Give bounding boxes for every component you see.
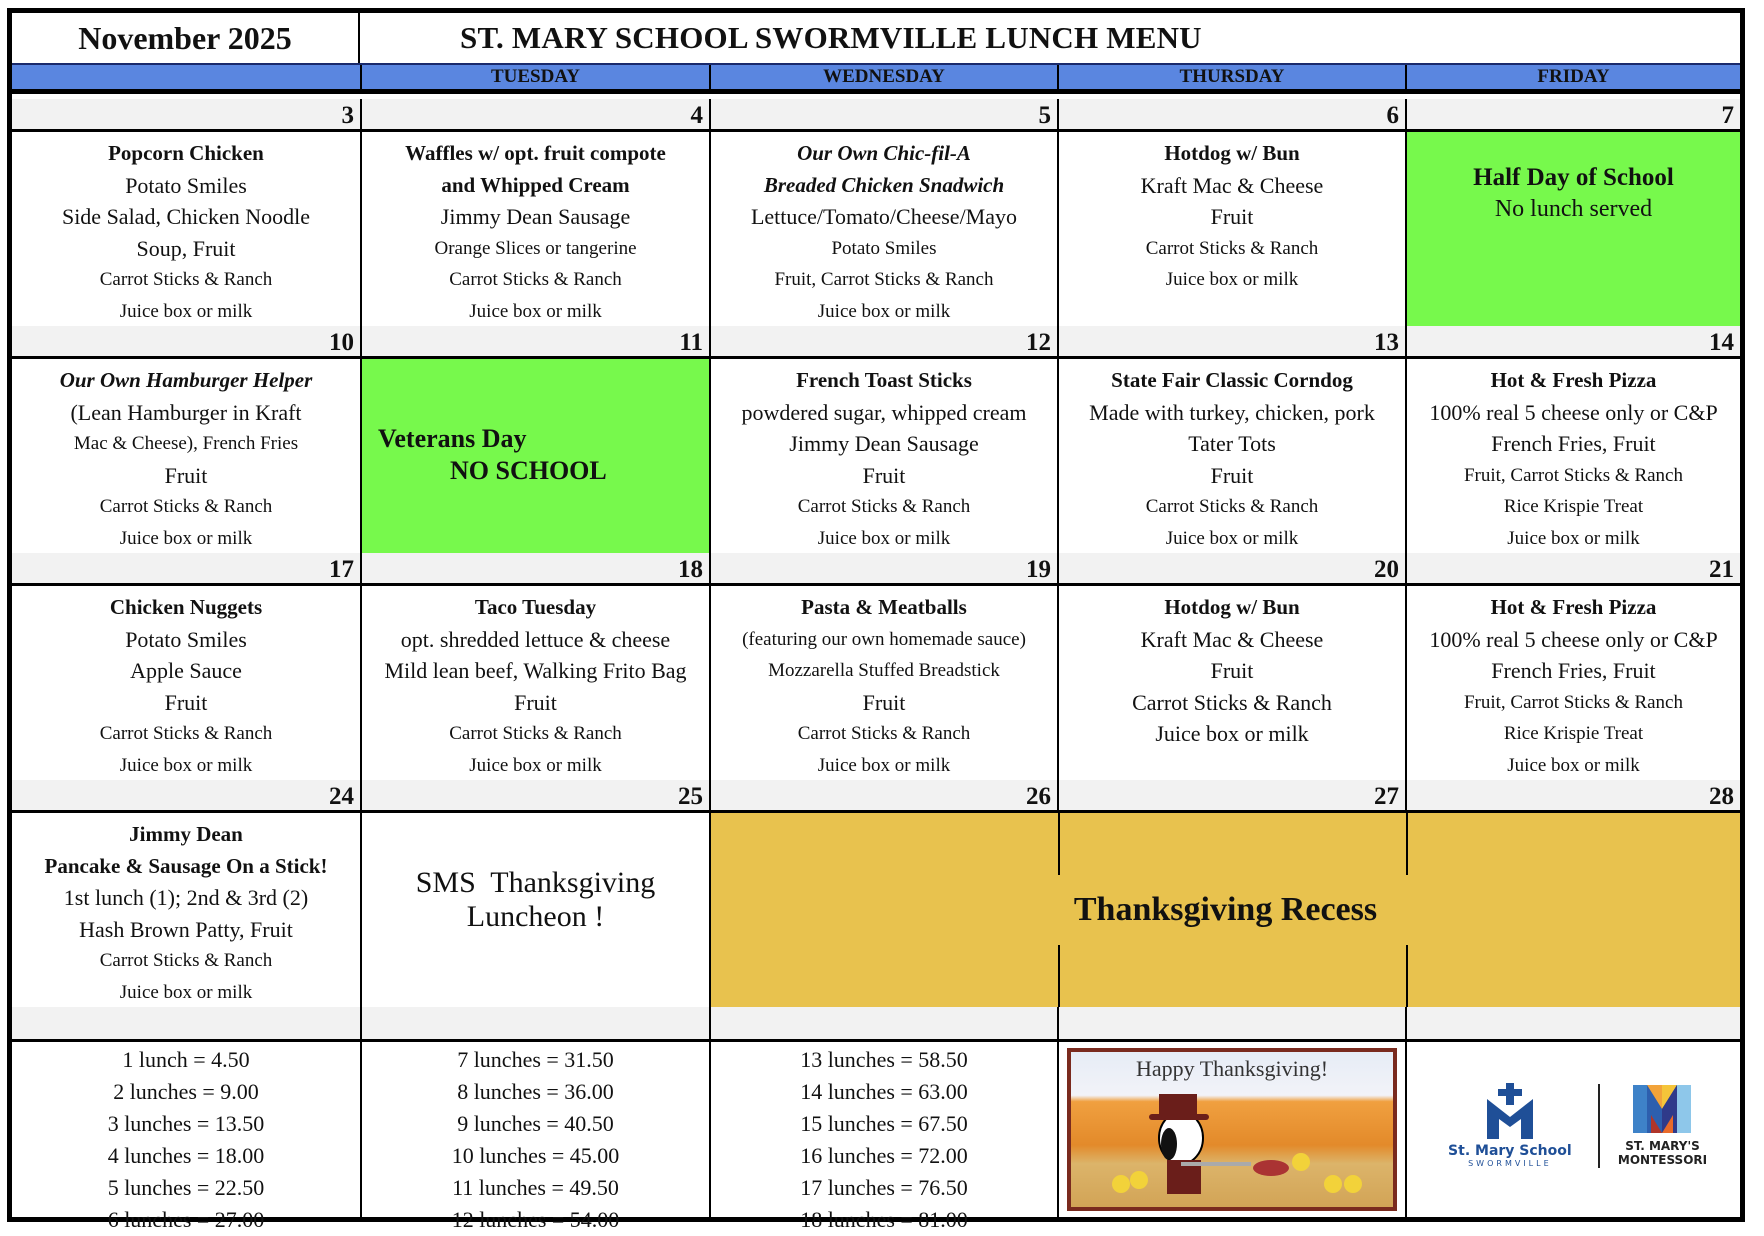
menu-item: Juice box or milk bbox=[817, 527, 951, 549]
no-school-label: NO SCHOOL bbox=[450, 455, 607, 485]
veterans-day-cell bbox=[360, 359, 709, 553]
price-item: 15 lunches = 67.50 bbox=[800, 1111, 968, 1136]
menu-item: Apple Sauce bbox=[130, 658, 242, 683]
price-list bbox=[360, 1042, 709, 1232]
menu-item: Jimmy Dean Sausage bbox=[440, 204, 631, 229]
date-number: 11 bbox=[360, 326, 709, 356]
menu-cell bbox=[709, 132, 1057, 326]
menu-item: Mozzarella Stuffed Breadstick bbox=[768, 660, 1000, 681]
logo-divider bbox=[1598, 1084, 1600, 1168]
menu-item: Chicken Nuggets bbox=[109, 595, 263, 619]
date-number: 20 bbox=[1057, 553, 1405, 583]
price-item: 9 lunches = 40.50 bbox=[457, 1111, 614, 1136]
price-item: 11 lunches = 49.50 bbox=[452, 1175, 619, 1200]
price-item: 17 lunches = 76.50 bbox=[800, 1175, 968, 1200]
menu-item: Juice box or milk bbox=[469, 754, 602, 776]
date-number: 17 bbox=[329, 556, 354, 583]
date-number: 7 bbox=[1405, 99, 1740, 129]
menu-cell bbox=[709, 359, 1057, 553]
menu-item: Fruit bbox=[164, 689, 208, 715]
price-item: 14 lunches = 63.00 bbox=[800, 1079, 968, 1104]
menu-item: (featuring our own homemade sauce) bbox=[742, 628, 1026, 650]
holiday-title: Veterans Day bbox=[378, 424, 527, 453]
weekday-header: TUESDAY bbox=[360, 65, 709, 89]
column-divider bbox=[1406, 945, 1408, 1007]
menu-item: Rice Krispie Treat bbox=[1503, 723, 1644, 744]
menu-item: Juice box or milk bbox=[469, 300, 602, 322]
price-item: 8 lunches = 36.00 bbox=[457, 1079, 614, 1104]
luncheon-cell bbox=[360, 813, 709, 1007]
date-number: 3 bbox=[341, 102, 354, 129]
blank-header bbox=[1405, 1007, 1740, 1039]
date-number: 6 bbox=[1057, 99, 1405, 129]
luncheon-title: SMS Thanksgiving bbox=[415, 866, 656, 899]
menu-cell bbox=[1057, 132, 1405, 326]
date-number: 13 bbox=[1057, 326, 1405, 356]
menu-item: Carrot Sticks & Ranch bbox=[99, 723, 273, 744]
price-item: 6 lunches = 27.00 bbox=[107, 1207, 265, 1232]
price-item: 2 lunches = 9.00 bbox=[113, 1079, 259, 1104]
date-number: 5 bbox=[709, 99, 1057, 129]
blank-header bbox=[1057, 1007, 1405, 1039]
menu-item: 1st lunch (1); 2nd & 3rd (2) bbox=[63, 885, 309, 910]
menu-item: Kraft Mac & Cheese bbox=[1140, 626, 1324, 652]
menu-item: Waffles w/ opt. fruit compote bbox=[405, 141, 666, 165]
menu-cell bbox=[12, 132, 360, 326]
price-item: 13 lunches = 58.50 bbox=[800, 1047, 968, 1072]
menu-item: French Fries, Fruit bbox=[1491, 431, 1656, 456]
menu-item: Fruit bbox=[164, 462, 208, 488]
menu-item: Carrot Sticks & Ranch bbox=[99, 496, 273, 517]
menu-item: Carrot Sticks & Ranch bbox=[797, 723, 971, 744]
lunch-menu-calendar bbox=[7, 8, 1745, 1232]
menu-row bbox=[12, 586, 1740, 785]
menu-item: Potato Smiles bbox=[125, 626, 247, 652]
menu-item: Jimmy Dean Sausage bbox=[789, 431, 979, 456]
menu-title: ST. MARY SCHOOL SWORMVILLE LUNCH MENU bbox=[460, 20, 1202, 55]
menu-cell bbox=[12, 359, 360, 553]
menu-item: Carrot Sticks & Ranch bbox=[449, 269, 622, 290]
menu-cell bbox=[1405, 586, 1740, 780]
menu-item: Taco Tuesday bbox=[474, 595, 597, 619]
weekday-header-row bbox=[12, 63, 1740, 94]
price-item: 3 lunches = 13.50 bbox=[107, 1111, 265, 1136]
menu-item: Juice box or milk bbox=[1507, 754, 1640, 776]
menu-item: and Whipped Cream bbox=[441, 172, 630, 197]
menu-item: Fruit bbox=[862, 462, 906, 488]
date-number: 27 bbox=[1057, 780, 1405, 810]
weekday-header: WEDNESDAY bbox=[709, 65, 1057, 89]
price-item: 10 lunches = 45.00 bbox=[451, 1143, 620, 1168]
menu-item: Kraft Mac & Cheese bbox=[1140, 172, 1324, 198]
date-row bbox=[12, 553, 1740, 586]
menu-item: Juice box or milk bbox=[817, 300, 951, 322]
date-row bbox=[12, 780, 1740, 813]
menu-item: powdered sugar, whipped cream bbox=[741, 399, 1027, 425]
menu-cell bbox=[709, 586, 1057, 780]
menu-cell bbox=[360, 586, 709, 780]
snoopy-illustration-icon bbox=[1071, 1052, 1393, 1207]
menu-item: Juice box or milk bbox=[1507, 527, 1640, 549]
menu-cell bbox=[360, 132, 709, 326]
menu-item: Juice box or milk bbox=[1165, 269, 1299, 290]
menu-item: Hot & Fresh Pizza bbox=[1490, 368, 1657, 392]
price-item: 1 lunch = 4.50 bbox=[122, 1047, 250, 1072]
menu-item: Juice box or milk bbox=[817, 754, 951, 776]
montessori-name-line2: MONTESSORI bbox=[1617, 1152, 1708, 1167]
thanksgiving-recess-cell bbox=[709, 813, 1740, 1007]
montessori-logo bbox=[1618, 1085, 1707, 1167]
menu-item: 100% real 5 cheese only or C&P bbox=[1429, 399, 1718, 425]
date-number: 14 bbox=[1405, 326, 1740, 356]
date-row bbox=[12, 326, 1740, 359]
menu-row bbox=[12, 813, 1740, 1012]
menu-item: Carrot Sticks & Ranch bbox=[797, 496, 971, 517]
menu-item: Carrot Sticks & Ranch bbox=[99, 950, 273, 971]
menu-item: Hot & Fresh Pizza bbox=[1490, 595, 1657, 619]
menu-item: Carrot Sticks & Ranch bbox=[1132, 689, 1332, 715]
month-title: November 2025 bbox=[12, 13, 360, 63]
school-logos-cell bbox=[1405, 1042, 1740, 1217]
menu-item: Fruit, Carrot Sticks & Ranch bbox=[1463, 691, 1683, 713]
menu-item: Pasta & Meatballs bbox=[801, 595, 967, 619]
menu-item: Carrot Sticks & Ranch bbox=[1145, 496, 1319, 517]
menu-cell bbox=[12, 813, 360, 1007]
date-number: 26 bbox=[709, 780, 1057, 810]
menu-item: (Lean Hamburger in Kraft bbox=[70, 399, 302, 425]
menu-item: Tater Tots bbox=[1188, 431, 1276, 456]
menu-item: Orange Slices or tangerine bbox=[434, 237, 637, 259]
pricing-header-row bbox=[12, 1007, 1740, 1042]
luncheon-title: Luncheon ! bbox=[466, 900, 605, 933]
st-mary-school-logo bbox=[1440, 1083, 1580, 1168]
date-number: 28 bbox=[1405, 780, 1740, 810]
menu-item: French Fries, Fruit bbox=[1491, 658, 1656, 683]
menu-item: Juice box or milk bbox=[1155, 721, 1309, 746]
menu-item: Fruit bbox=[1210, 204, 1254, 229]
half-day-title: Half Day of School bbox=[1473, 164, 1674, 191]
stained-glass-m-icon bbox=[1633, 1085, 1691, 1133]
menu-item: Fruit bbox=[1210, 462, 1254, 488]
menu-item: Juice box or milk bbox=[119, 981, 253, 1003]
date-number: 24 bbox=[329, 783, 354, 810]
montessori-name-line1: ST. MARY'S bbox=[1625, 1138, 1700, 1153]
date-row bbox=[12, 99, 1740, 132]
menu-item: Mild lean beef, Walking Frito Bag bbox=[384, 658, 687, 683]
menu-item: Hash Brown Patty, Fruit bbox=[79, 916, 293, 942]
price-item: 5 lunches = 22.50 bbox=[107, 1175, 265, 1200]
blank-header bbox=[709, 1007, 1057, 1039]
menu-item: Soup, Fruit bbox=[136, 235, 236, 261]
column-divider bbox=[1058, 945, 1060, 1007]
menu-item: French Toast Sticks bbox=[796, 368, 972, 392]
menu-item: Juice box or milk bbox=[119, 527, 253, 549]
cross-m-logo-icon bbox=[1485, 1083, 1535, 1139]
date-number: 19 bbox=[709, 553, 1057, 583]
menu-item: Fruit, Carrot Sticks & Ranch bbox=[1463, 464, 1683, 486]
menu-item: Mac & Cheese), French Fries bbox=[73, 433, 299, 454]
menu-cell bbox=[1405, 359, 1740, 553]
menu-item: Carrot Sticks & Ranch bbox=[99, 269, 273, 290]
menu-row bbox=[12, 359, 1740, 558]
menu-item: Fruit, Carrot Sticks & Ranch bbox=[774, 269, 994, 290]
price-item: 4 lunches = 18.00 bbox=[107, 1143, 265, 1168]
menu-cell bbox=[1057, 586, 1405, 780]
menu-item: Popcorn Chicken bbox=[108, 141, 264, 165]
menu-item: Fruit bbox=[862, 689, 906, 715]
price-item: 7 lunches = 31.50 bbox=[457, 1047, 614, 1072]
menu-item: Potato Smiles bbox=[831, 237, 937, 259]
menu-item: Side Salad, Chicken Noodle bbox=[61, 204, 311, 229]
menu-item: Breaded Chicken Snadwich bbox=[763, 172, 1005, 197]
menu-item: Rice Krispie Treat bbox=[1503, 496, 1644, 517]
date-number: 25 bbox=[360, 780, 709, 810]
menu-item: Pancake & Sausage On a Stick! bbox=[44, 853, 328, 878]
menu-item: State Fair Classic Corndog bbox=[1111, 368, 1353, 392]
column-divider bbox=[1406, 813, 1408, 875]
menu-item: 100% real 5 cheese only or C&P bbox=[1429, 626, 1718, 652]
date-number: 18 bbox=[360, 553, 709, 583]
menu-item: Potato Smiles bbox=[125, 172, 247, 198]
pricing-row bbox=[12, 1042, 1740, 1232]
weekday-header bbox=[12, 65, 360, 89]
menu-item: Made with turkey, chicken, pork bbox=[1089, 399, 1375, 425]
half-day-cell bbox=[1405, 132, 1740, 326]
date-number: 21 bbox=[1405, 553, 1740, 583]
menu-item: Carrot Sticks & Ranch bbox=[1145, 237, 1319, 259]
price-item: 16 lunches = 72.00 bbox=[800, 1143, 968, 1168]
recess-label: Thanksgiving Recess bbox=[1073, 891, 1378, 929]
blank-header bbox=[12, 1007, 360, 1039]
price-item: 18 lunches = 81.00 bbox=[800, 1207, 968, 1232]
weekday-header: FRIDAY bbox=[1405, 65, 1740, 89]
menu-item: Juice box or milk bbox=[119, 754, 253, 776]
school-name: St. Mary School bbox=[1448, 1143, 1572, 1159]
snoopy-thanksgiving-picture bbox=[1067, 1048, 1397, 1211]
menu-item: Our Own Chic-fil-A bbox=[797, 141, 971, 165]
menu-item: Jimmy Dean bbox=[129, 822, 243, 846]
picture-caption: Happy Thanksgiving! bbox=[1135, 1056, 1329, 1081]
menu-item: Hotdog w/ Bun bbox=[1164, 141, 1300, 165]
menu-row bbox=[12, 132, 1740, 331]
menu-item: Fruit bbox=[514, 689, 557, 715]
menu-cell bbox=[12, 586, 360, 780]
price-list bbox=[709, 1042, 1057, 1232]
no-lunch-note: No lunch served bbox=[1494, 195, 1653, 222]
date-number: 4 bbox=[360, 99, 709, 129]
menu-cell bbox=[1057, 359, 1405, 553]
price-item: 12 lunches = 54.00 bbox=[451, 1207, 620, 1232]
menu-item: Our Own Hamburger Helper bbox=[59, 368, 313, 392]
column-divider bbox=[1058, 813, 1060, 875]
menu-item: Hotdog w/ Bun bbox=[1164, 595, 1300, 619]
weekday-header: THURSDAY bbox=[1057, 65, 1405, 89]
school-place: SWORMVILLE bbox=[1468, 1159, 1552, 1168]
menu-item: Fruit bbox=[1210, 658, 1254, 683]
date-number: 12 bbox=[709, 326, 1057, 356]
thanksgiving-image-cell bbox=[1057, 1042, 1405, 1217]
price-list bbox=[12, 1042, 360, 1232]
date-number: 10 bbox=[329, 329, 354, 356]
menu-item: Lettuce/Tomato/Cheese/Mayo bbox=[750, 204, 1018, 229]
menu-item: Juice box or milk bbox=[119, 300, 253, 322]
menu-item: Carrot Sticks & Ranch bbox=[449, 723, 622, 744]
menu-item: opt. shredded lettuce & cheese bbox=[400, 626, 671, 652]
menu-item: Juice box or milk bbox=[1165, 527, 1299, 549]
blank-header bbox=[360, 1007, 709, 1039]
